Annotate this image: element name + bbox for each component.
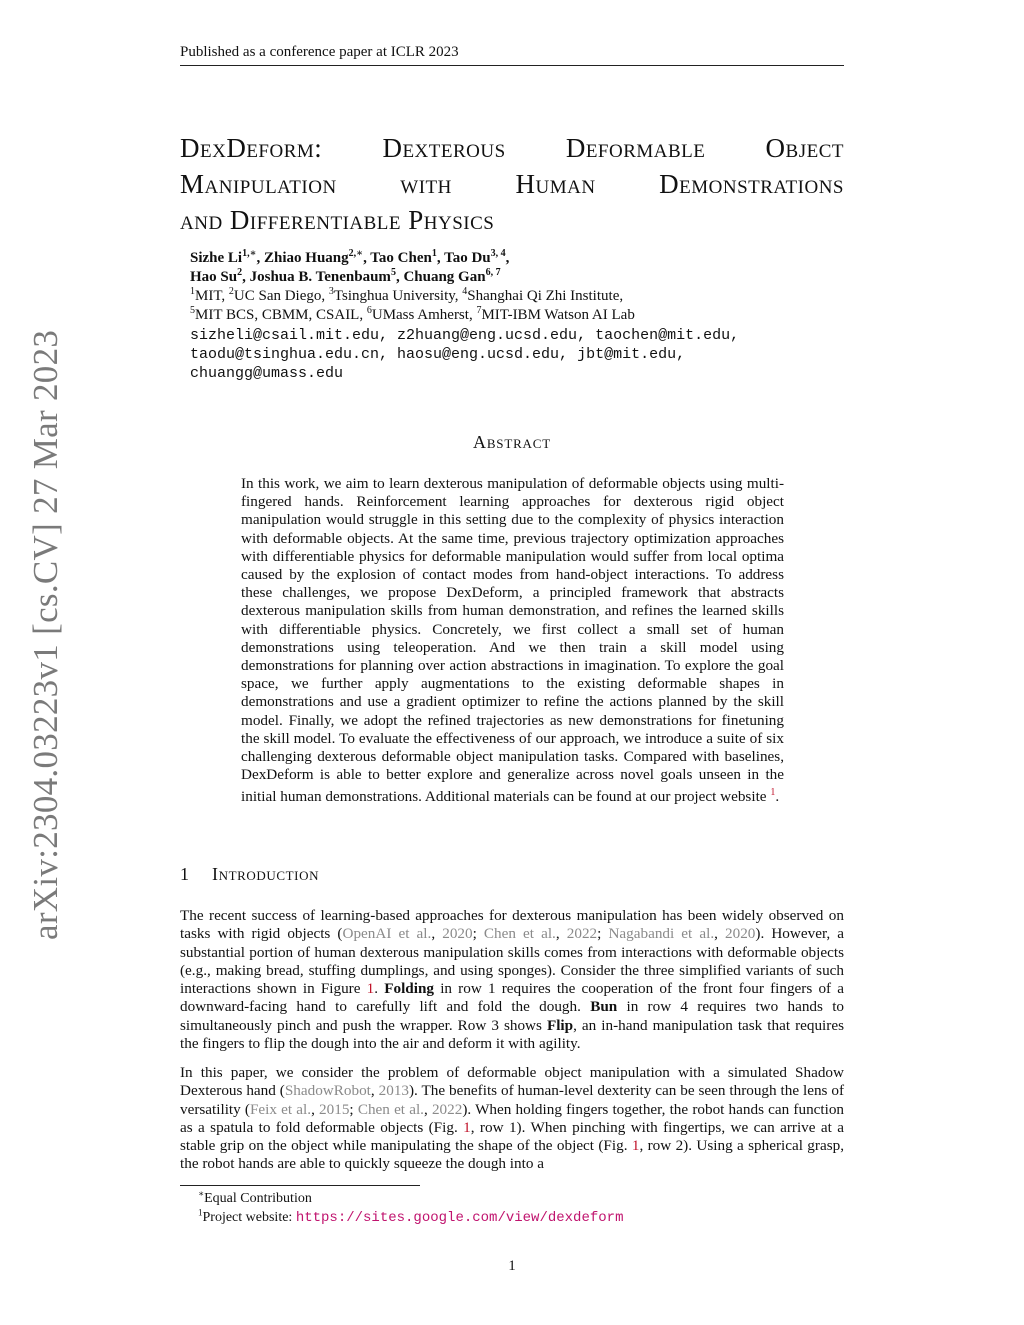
footnote-divider <box>180 1185 420 1186</box>
paper-title <box>180 130 844 238</box>
citation-link[interactable]: Chen et al. <box>483 925 556 943</box>
footnote-link[interactable]: 1 <box>770 787 776 799</box>
figure-ref-link[interactable]: 1 <box>366 980 375 998</box>
section-heading-introduction: 1 Introduction <box>180 864 320 884</box>
intro-paragraph-1: The recent success of learning-based approaches for dexterous manipulation has been widely observed on tasks with rigid objects (OpenAI et al., 2020; Chen et al., 2022; Nagabandi et al., 2020). However, a substantial portion of human dexterous manipulation skills comes from interactions with deformable objects (e.g., making bread, stuffing dumplings, and using sponges). Consider the three simplified variants of such interactions shown in Figure 1. Folding in row 1 requires the cooperation of the front four fingers of a downward-facing hand to carefully lift and fold the dough. Bun in row 4 requires two hands to simultaneously pinch and push the wrapper. Row 3 shows Flip, an in-hand manipulation task that requires the fingers to flip the dough into the air and deform it with agility. <box>180 907 845 1053</box>
footnote-project-website: $^1$Project website: https://sites.google.com/view/dexdeform <box>198 1207 624 1226</box>
citation-link[interactable]: Chen et al. <box>357 1100 424 1118</box>
page-number: 1 <box>508 1258 516 1274</box>
affiliations: $^1$MIT, $^2$UC San Diego, $^3$Tsinghua University, $^4$Shanghai Qi Zhi Institute, $^5$MIT BCS, CBMM, CSAIL, $^6$UMass Amherst, $^7$MIT-IBM Watson AI Lab <box>190 286 635 323</box>
title-line-1: DexDeform: Dexterous Deformable Object <box>180 133 844 163</box>
citation-link[interactable]: ShadowRobot <box>284 1082 371 1100</box>
abstract-text: In this work, we aim to learn dexterous manipulation of deformable objects using multi-fingered hands. Reinforcement learning approaches for dexterous rigid object manipulation would struggle in this setting due to the complexity of physics interaction with deformable objects. At the same time, previous trajectory optimization approaches with differentiable physics for deformable manipulation would suffer from local optima caused by the explosion of contact modes from hand-object interactions. To address these challenges, we propose DexDeform, a principled framework that abstracts dexterous manipulation skills from human demonstration, and refines the learned skills with differentiable physics. Concretely, we first collect a small set of human demonstrations using teleoperation. And we then train a skill model using demonstrations for planning over action abstractions in imagination. To explore the goal space, we further apply augmentations to the existing deformable shapes in demonstrations and use a gradient optimizer to refine the actions planned by the skill model. Finally, we adopt the refined trajectories as new demonstrations for finetuning the skill model. To evaluate the effectiveness of our approach, we introduce a suite of six challenging dexterous deformable object manipulation tasks. Compared with baselines, DexDeform is able to better explore and generalize across novel goals unseen in the initial human demonstrations. Additional materials can be found at our project website $^1$. <box>241 475 784 806</box>
footnotes <box>198 1189 838 1228</box>
intro-paragraph-2: In this paper, we consider the problem of deformable object manipulation with a simulated Shadow Dexterous hand (ShadowRobot, 2013). The benefits of human-level dexterity can be seen through the lens of versatility (Feix et al., 2015; Chen et al., 2022). When holding fingers together, the robot hands can function as a spatula to fold deformable objects (Fig. 1, row 1). When pinching with fingertips, we can arrive at a stable grip on the object while manipulating the shape of the object (Fig. 1, row 2). Using a spherical grasp, the robot hands are able to quickly squeeze the dough into a <box>180 1064 845 1173</box>
citation-link[interactable]: Feix et al. <box>249 1100 312 1118</box>
arxiv-stamp: arXiv:2304.03223v1 [cs.CV] 27 Mar 2023 <box>26 329 65 940</box>
running-header: Published as a conference paper at ICLR 2023 <box>180 44 844 66</box>
title-line-3: and Differentiable Physics <box>180 205 495 235</box>
author-emails: sizheli@csail.mit.edu, z2huang@eng.ucsd.edu, taochen@mit.edu, taodu@tsinghua.edu.cn, haosu@eng.ucsd.edu, jbt@mit.edu, chuangg@umass.edu <box>190 327 740 382</box>
citation-link[interactable]: Nagabandi et al. <box>608 925 715 943</box>
project-website-link[interactable]: https://sites.google.com/view/dexdeform <box>295 1210 624 1226</box>
figure-ref-link[interactable]: 1 <box>463 1118 471 1136</box>
figure-ref-link[interactable]: 1 <box>631 1137 640 1155</box>
citation-link[interactable]: OpenAI et al. <box>342 925 432 943</box>
abstract-heading: Abstract <box>473 432 551 452</box>
author-block <box>190 249 840 383</box>
title-line-2: Manipulation with Human Demonstrations <box>180 169 844 199</box>
author-names: Sizhe $Li^{1,∗}$, Zhiao Huang$^{2,∗}$, Tao Chen$^1$, Tao Du$^{3, 4}$, Hao Su$^2$, Joshua B. Tenenbaum$^5$, Chuang Gan$^{6, 7}$ <box>190 248 510 285</box>
footnote-equal-contribution: ∗Equal Contribution <box>198 1188 312 1206</box>
